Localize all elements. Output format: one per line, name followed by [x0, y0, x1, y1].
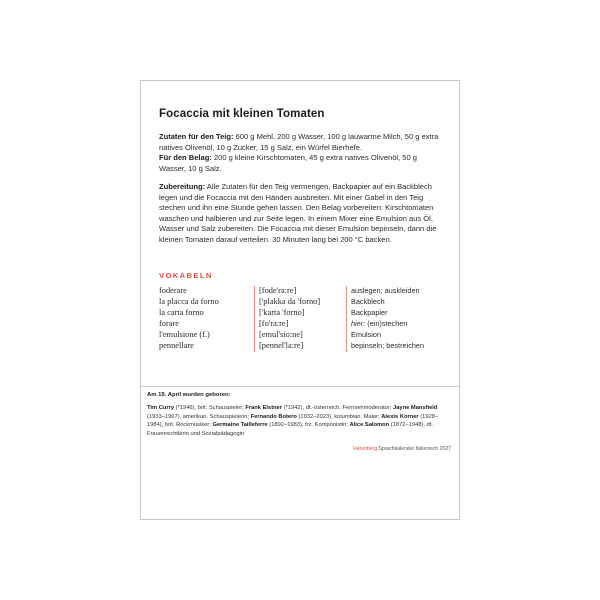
vocab-row [159, 318, 445, 329]
birthday-name: Frank Elstner [245, 405, 283, 411]
preparation-section [159, 182, 445, 245]
vocab-german: auslegen; auskleiden [351, 286, 420, 295]
birthday-desc: (*1946), brit. Schauspieler; [174, 405, 246, 411]
topping-text: 200 g kleine Kirschtomaten, 45 g extra natives Olivenöl, 50 g Wasser, 10 g Salz. [159, 153, 417, 173]
vocabulary-table [159, 285, 445, 351]
section-divider [141, 386, 459, 387]
vocab-row [159, 296, 445, 307]
publisher-footer [353, 446, 451, 452]
vocab-german: Backpapier [351, 308, 388, 317]
birthdays-list [147, 404, 453, 438]
birthday-desc: (*1942), dt.-österreich. Fernsehmoderator; [282, 405, 393, 411]
vocab-german: Emulsion [351, 330, 382, 339]
birthday-name: Tim Curry [147, 405, 175, 411]
preparation-text: Alle Zutaten für den Teig vermengen, Backpapier auf ein Backblech legen und die Focaccia mit den Händen ausbreiten. Mit einer Gabel in den Teig stechen und ihn eine Stunde gehen lassen. Den Belag vorbereiten: Kirschtomaten waschen und halbieren und zur Seite legen. In einem Mixer eine Emulsion aus Öl, Wasser und Salz zubereiten. Die Focaccia mit dieser Emulsion bepinseln, dann die kleinen Tomaten darauf verteilen. 30 Minuten lang bei 200 °C backen. [159, 182, 437, 244]
vocab-german-rest: (ein)stechen [365, 319, 408, 328]
dough-ingredients-text: 600 g Mehl, 200 g Wasser, 100 g lauwarme Milch, 50 g extra natives Olivenöl, 10 g Zucker, 15 g Salz, ein Würfel Bierhefe. [159, 132, 439, 152]
vocab-german-italic: hier: [351, 319, 366, 328]
vocab-italian: l'emulsione (f.) [159, 330, 210, 339]
vocab-row [159, 340, 445, 351]
calendar-page [140, 80, 460, 520]
vocab-german: Backblech [351, 297, 385, 306]
vocab-pronunciation: ['plakka da 'forno] [259, 297, 321, 306]
birthday-name: Alexis Korner [381, 413, 419, 420]
vocab-italian: la carta forno [159, 308, 204, 317]
birthday-desc: (1928–1984), brit. Rockmusiker; [147, 413, 439, 429]
birthday-desc: (1872–1948), dt. Frauenrechtlerin und Sozialpädagogin [147, 422, 433, 437]
birthday-name: Fernando Botero [250, 413, 297, 420]
vocab-row [159, 285, 445, 296]
publisher-brand: Harenberg [353, 446, 378, 452]
vocab-italian: forare [159, 319, 179, 328]
topping-label: Für den Belag: [159, 153, 212, 162]
birthday-name: Jayne Mansfield [393, 405, 438, 411]
vocab-pronunciation: [fode'ra:re] [259, 286, 297, 295]
recipe-title: Focaccia mit kleinen Tomaten [159, 108, 325, 120]
birthday-name: Alice Salomon [349, 422, 390, 429]
birthday-desc: (1932–2023), kolumbian. Maler; [296, 413, 382, 420]
dough-ingredients-label: Zutaten für den Teig: [159, 132, 234, 141]
publisher-title: Sprachkalender Italienisch 2027 [377, 446, 451, 452]
birthday-name: Germaine Tailleferre [212, 422, 268, 429]
vocab-german [351, 318, 407, 329]
birthday-desc: (1892–1983), frz. Komponistin; [267, 422, 350, 429]
vocab-italian: foderare [159, 286, 187, 295]
vocab-pronunciation: [fo'ra:re] [259, 319, 289, 328]
vocab-row [159, 329, 445, 340]
birthday-desc: (1933–1967), amerikan. Schauspielerin; [147, 413, 251, 420]
birthdays-heading: Am 19. April wurden geboren: [147, 392, 231, 398]
preparation-label: Zubereitung: [159, 182, 206, 191]
vocab-row [159, 307, 445, 318]
ingredients-section [159, 132, 445, 174]
vocab-pronunciation: [pennel'la:re] [259, 341, 304, 350]
vocabulary-heading: VOKABELN [159, 271, 213, 280]
vocab-pronunciation: [emul'sio:ne] [259, 330, 303, 339]
vocab-german: bepinseln; bestreichen [351, 341, 425, 350]
vocab-italian: pennellare [159, 341, 194, 350]
vocab-italian: la placca da forno [159, 297, 219, 306]
vocab-pronunciation: ['karta 'forno] [259, 308, 305, 317]
